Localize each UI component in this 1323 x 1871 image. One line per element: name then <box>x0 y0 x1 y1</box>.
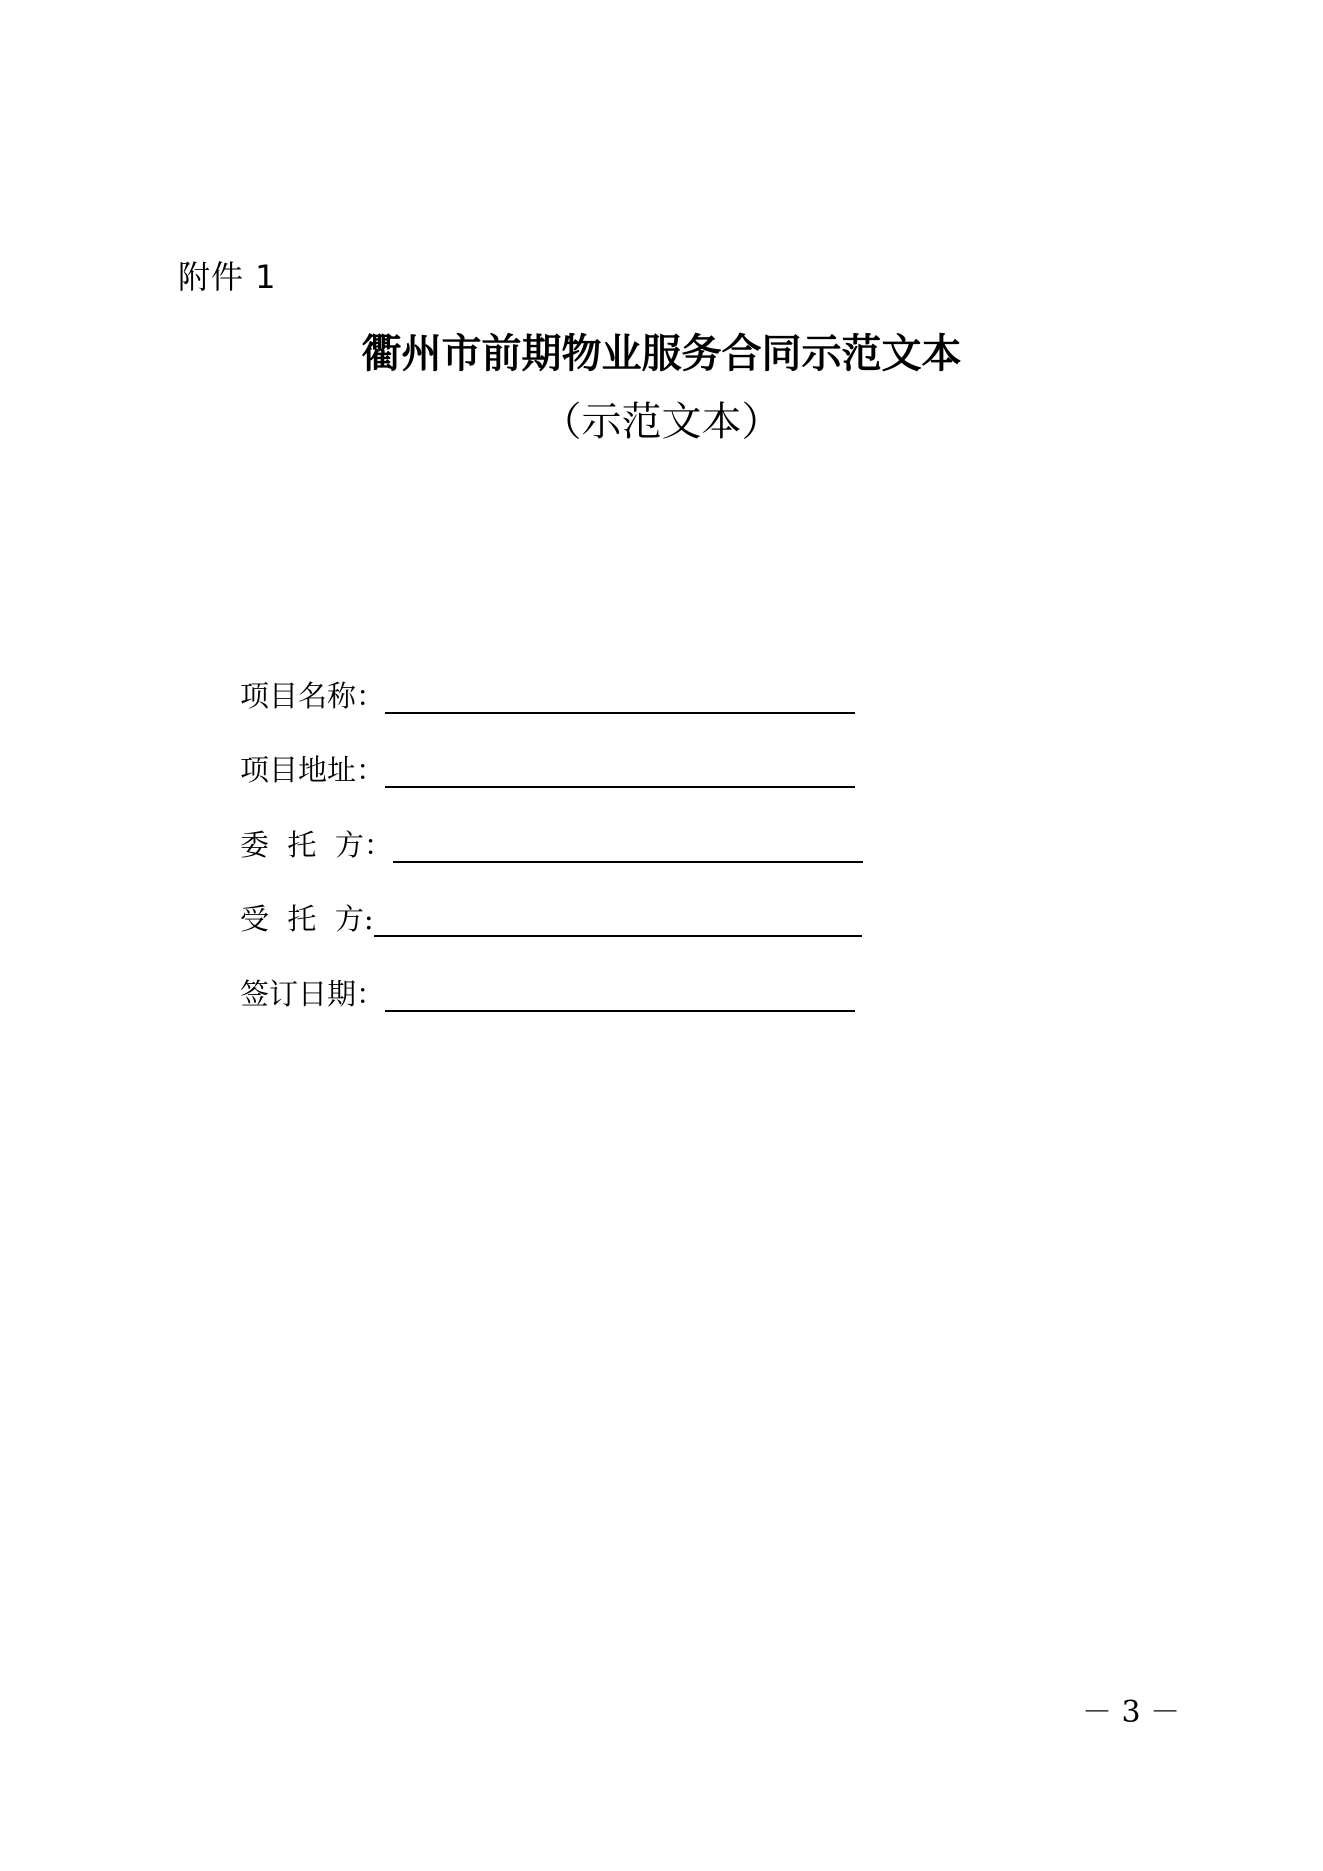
field-label-principal: 委 托 方： <box>240 827 393 862</box>
field-principal <box>240 794 880 869</box>
blank-line-project-name <box>385 672 855 714</box>
blank-line-signing-date <box>385 970 855 1012</box>
field-trustee <box>240 869 880 944</box>
field-label-trustee: 受 托 方: <box>240 902 374 936</box>
field-label-signing-date: 签订日期： <box>240 976 386 1011</box>
document-title: 衢州市前期物业服务合同示范文本 <box>361 330 962 377</box>
attachment-label: 附件 1 <box>178 258 277 296</box>
field-project-address <box>240 720 880 795</box>
field-label-project-address: 项目地址： <box>240 753 386 787</box>
blank-line-trustee <box>374 895 862 937</box>
field-project-name <box>240 645 880 720</box>
cover-form <box>240 645 880 1018</box>
page-number: － 3 － <box>1082 1695 1181 1730</box>
blank-line-principal <box>393 821 863 863</box>
blank-line-project-address <box>385 746 855 788</box>
field-signing-date <box>240 943 880 1018</box>
document-subtitle: （示范文本） <box>541 399 782 445</box>
field-label-project-name: 项目名称： <box>240 678 386 713</box>
